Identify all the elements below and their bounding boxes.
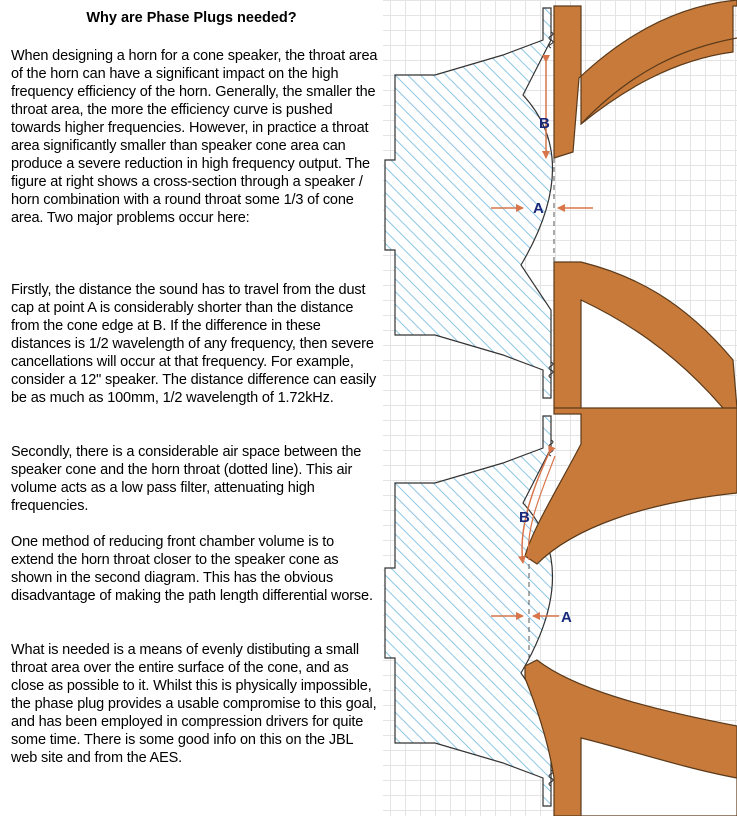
speaker-cone-section <box>385 8 553 398</box>
label-a: A <box>533 200 544 217</box>
speaker-cone-section-2 <box>385 416 553 806</box>
diagram-horn-extended-throat <box>383 408 737 816</box>
paragraph-method: One method of reducing front chamber volume is to extend the horn throat closer to the speaker cone as shown in the second diagram. This has the obvious disadvantage of making the path length differential worse. <box>11 534 373 604</box>
page-title: Why are Phase Plugs needed? <box>86 10 297 26</box>
label-b: B <box>539 115 550 132</box>
paragraph-intro: When designing a horn for a cone speaker, the throat area of the horn can have a significant impact on the high frequency efficiency of the horn. Generally, the smaller the throat area, the more the efficiency curve is pushed towards higher frequencies. However, in practice a throat area significantly smaller than speaker cone area can produce a severe reduction in high frequency output. The figure at right shows a cross-section through a speaker / horn combination with a round throat some 1/3 of cone area. Two major problems occur here: <box>11 48 378 226</box>
horn-wall-top-2 <box>525 408 737 564</box>
paragraph-secondly: Secondly, there is a considerable air space between the speaker cone and the horn throat (dotted line). This air volume acts as a low pass filter, attenuating high frequencies. <box>11 444 362 514</box>
paragraph-firstly: Firstly, the distance the sound has to travel from the dust cap at point A is considerably shorter than the distance from the cone edge at B. If the difference in these distances is 1/2 wavelength of any frequency, then severe cancellations will occur at that frequency. For example, consider a 12" speaker. The distance difference can easily be as much as 100mm, 1/2 wavelength of 1.72kHz. <box>11 282 377 406</box>
label-a-2: A <box>561 609 572 626</box>
paragraph-solution: What is needed is a means of evenly distibuting a small throat area over the entire surface of the cone, and as close as possible to it. Whilst this is physically impossible, the phase plug provides a usable compromise to this goal, and has been employed in compression drivers for quite some time. There is some good info on this on the JBL web site and from the AES. <box>11 642 377 766</box>
diagram-horn-standard <box>383 0 737 408</box>
label-b-2: B <box>519 509 530 526</box>
horn-wall-top <box>554 0 737 158</box>
